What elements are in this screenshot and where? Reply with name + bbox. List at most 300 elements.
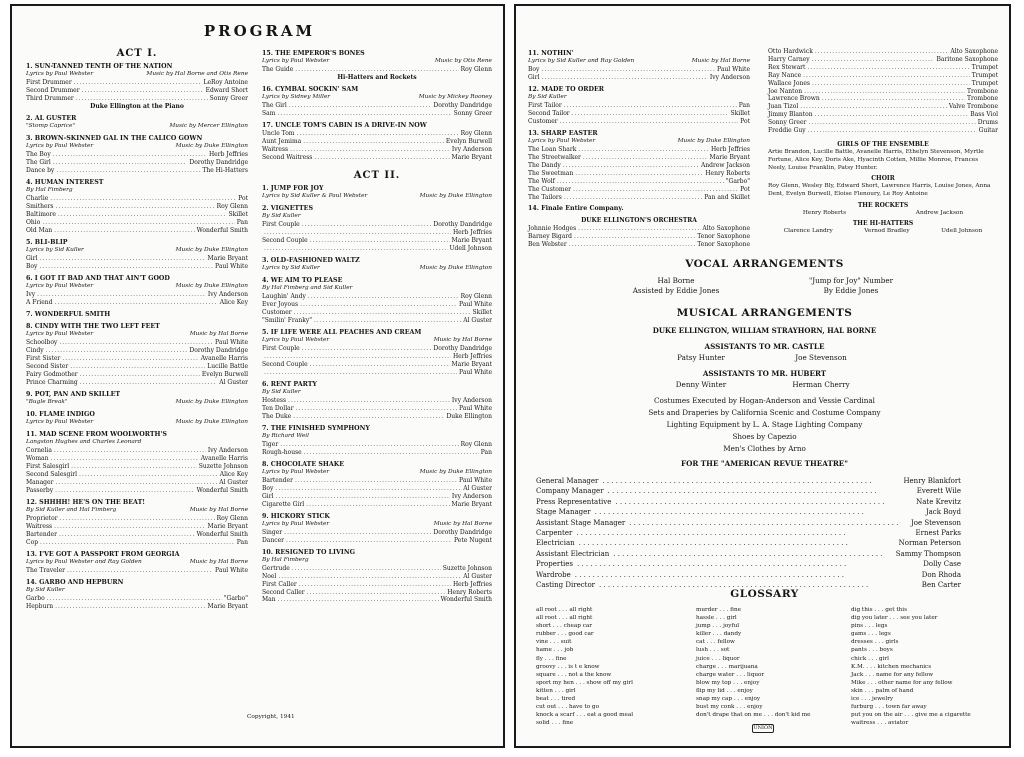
- number-title: 10. FLAME INDIGO: [26, 410, 95, 418]
- staff-row: [536, 570, 961, 580]
- credit-line: [262, 557, 492, 565]
- character-name: Tiger: [262, 440, 279, 448]
- character-name: Waitress: [26, 522, 53, 530]
- orchestra-row: [768, 103, 998, 111]
- glossary-entry: flip my lid . . . enjoy: [696, 687, 753, 694]
- act2-continued-list: [528, 50, 750, 214]
- actor-name: Pan: [236, 218, 248, 226]
- union-emblem: UNION: [753, 725, 773, 731]
- music-credit: Music by Duke Ellington: [175, 143, 248, 150]
- character-name: The Sweetman: [528, 169, 574, 177]
- leader-dots: [812, 56, 935, 64]
- glossary-entry: all root . . . all right: [536, 615, 593, 622]
- leader-dots: [560, 118, 739, 126]
- lyrics-credit: By Hal Fimberg: [262, 556, 309, 563]
- cast-row: [528, 178, 750, 186]
- glossary-entry: square . . . not a the know: [536, 671, 612, 678]
- cast-row: [26, 299, 248, 307]
- act2-continued-column: [528, 46, 750, 249]
- actor-name: Alice Key: [219, 298, 248, 306]
- orchestra-right-list: [768, 48, 998, 135]
- cast-row: [262, 237, 492, 245]
- orchestra-row: [768, 80, 998, 88]
- character-name: First Sister: [26, 355, 61, 363]
- music-credit: Music by Duke Ellington: [677, 138, 750, 145]
- glossary-column-3: [851, 606, 971, 727]
- instrument-name: Trumpet: [971, 79, 998, 87]
- leader-dots: [564, 102, 737, 110]
- cast-row: [262, 441, 492, 449]
- orchestra-row: [528, 241, 750, 249]
- actor-name: Paul White: [215, 262, 248, 270]
- leader-dots: [56, 167, 200, 175]
- cast-row: [528, 194, 750, 202]
- glossary-entry: chick . . . girl: [851, 655, 889, 662]
- leader-dots: [578, 146, 709, 154]
- character-name: Girl: [528, 74, 540, 82]
- leader-dots: [264, 369, 457, 377]
- glossary-entry: Jack . . . name for any fellow: [851, 671, 934, 678]
- instrument-name: Trumpet: [971, 71, 998, 79]
- number-title: 16. CYMBAL SOCKIN' SAM: [262, 86, 359, 94]
- glossary-entry: ice . . . jewelry: [851, 696, 894, 703]
- character-name: Singer: [262, 528, 283, 536]
- leader-dots: [51, 455, 199, 463]
- leader-dots: [40, 255, 206, 263]
- number-title: 1. JUMP FOR JOY: [262, 184, 324, 192]
- leader-dots: [286, 537, 452, 545]
- music-credit: Music by Duke Ellington: [175, 283, 248, 289]
- instrument-name: Baritone Saxophone: [936, 55, 998, 63]
- character-name: The Dandy: [528, 161, 561, 169]
- credit-line: [262, 213, 492, 221]
- leader-dots: [71, 463, 197, 471]
- actor-name: Paul White: [459, 301, 492, 309]
- actor-name: Dorothy Dandridge: [189, 159, 248, 167]
- leader-dots: [564, 194, 702, 202]
- staff-role: Carpenter: [536, 529, 573, 537]
- actor-name: Herb Jeffries: [208, 151, 248, 159]
- lyrics-credit: Lyrics by Paul Webster: [262, 469, 330, 476]
- leader-dots: [275, 485, 461, 493]
- music-credit: Music by Duke Ellington: [175, 398, 248, 405]
- actor-name: Henry Roberts: [705, 169, 750, 177]
- character-name: Baltimore: [26, 210, 56, 218]
- number-title: 13. I'VE GOT A PASSPORT FROM GEORGIA: [26, 550, 180, 558]
- staff-row: [536, 538, 961, 548]
- actor-name: "Garbo": [223, 594, 248, 602]
- staff-role: Stage Manager: [536, 508, 591, 517]
- cast-row: [262, 138, 492, 146]
- leader-dots: [293, 413, 444, 421]
- credit-line: [26, 439, 248, 447]
- staff-row: [536, 549, 961, 559]
- program-title: PROGRAM: [203, 22, 316, 40]
- credit-line: [26, 399, 248, 407]
- actor-name: Marie Bryant: [207, 602, 248, 610]
- character-name: Cop: [26, 538, 39, 546]
- glossary-entry: pants . . . boys: [851, 647, 893, 654]
- orchestra-row: [768, 56, 998, 64]
- orchestra-row: [768, 88, 998, 96]
- cast-row: [262, 102, 492, 110]
- cast-row: [26, 203, 248, 211]
- character-name: The Girl: [262, 102, 287, 110]
- number-note: Hi-Hatters and Rockets: [337, 74, 417, 82]
- actor-name: Al Guster: [463, 317, 492, 325]
- actor-name: Marie Bryant: [451, 237, 492, 245]
- credit-line: Costumes Executed by Hogan-Anderson and Vessie Cardinal: [654, 396, 875, 405]
- credit-line: [262, 521, 492, 529]
- character-name: A Friend: [26, 298, 53, 306]
- copyright: Copyright, 1941: [247, 714, 295, 720]
- cast-row: [262, 397, 492, 405]
- number-title: 3. OLD-FASHIONED WALTZ: [262, 256, 360, 264]
- character-name: The Streetwalker: [528, 154, 581, 162]
- musician-name: Otto Hardwick: [768, 48, 813, 55]
- actor-name: Al Guster: [219, 378, 248, 386]
- leader-dots: [277, 110, 451, 118]
- character-name: Sam: [262, 110, 276, 118]
- staff-name: Ernest Parks: [915, 529, 961, 537]
- number-title: 2. AL GUSTER: [26, 114, 77, 122]
- leader-dots: [314, 317, 461, 325]
- character-name: The Traveler: [26, 566, 66, 574]
- actor-name: LeRoy Antoine: [203, 79, 248, 87]
- actor-name: Pan: [738, 102, 750, 110]
- leader-dots: [576, 528, 911, 538]
- instrument-name: Tenor Saxophone: [697, 240, 750, 248]
- cast-row: [262, 369, 492, 377]
- credit-line: [262, 58, 492, 66]
- vocal-right-line1: "Jump for Joy" Number: [808, 276, 894, 285]
- actor-name: Roy Glenn: [460, 293, 492, 301]
- music-credit: Music by Hal Borne: [433, 520, 492, 527]
- credit-line: Men's Clothes by Arno: [723, 444, 806, 453]
- cast-row: [26, 567, 248, 575]
- character-name: Woman: [26, 455, 49, 463]
- character-name: Hostess: [262, 397, 287, 405]
- leader-dots: [42, 219, 234, 227]
- glossary-entry: dresses . . . girls: [851, 639, 899, 646]
- leader-dots: [62, 355, 198, 363]
- cast-row: [26, 379, 248, 387]
- actor-name: Dorothy Dandridge: [433, 345, 492, 353]
- character-name: First Tailor: [528, 102, 562, 110]
- leader-dots: [294, 309, 471, 317]
- leader-dots: [608, 486, 913, 496]
- number-title: 7. THE FINISHED SYMPHONY: [262, 424, 370, 432]
- leader-dots: [579, 538, 895, 548]
- cast-row: [262, 449, 492, 457]
- actor-name: Evelyn Burwell: [201, 370, 248, 378]
- hubert-heading: ASSISTANTS TO MR. HUBERT: [702, 369, 827, 378]
- music-credit: Music by Hal Borne: [189, 507, 248, 513]
- number-title: 6. RENT PARTY: [262, 380, 317, 388]
- actor-name: Sonny Greer: [209, 95, 248, 103]
- instrument-name: Alto Saxophone: [950, 48, 998, 55]
- lyrics-credit: By Richard Weil: [262, 433, 309, 440]
- actor-name: Marie Bryant: [451, 361, 492, 369]
- actor-name: Evelyn Burwell: [445, 138, 492, 146]
- cast-row: [262, 345, 492, 353]
- staff-name: Sammy Thompson: [895, 549, 961, 558]
- leader-dots: [264, 229, 451, 237]
- staff-role: Company Manager: [536, 487, 604, 496]
- character-name: Smithers: [26, 203, 54, 211]
- musician-name: Rex Stewart: [768, 63, 806, 71]
- cast-row: [262, 485, 492, 493]
- credit-line: [262, 193, 492, 201]
- act1-heading: ACT I.: [116, 48, 158, 59]
- cast-row: [528, 102, 750, 110]
- number-title: 11. NOTHIN': [528, 50, 574, 57]
- leader-dots: [47, 595, 222, 603]
- cast-row: [528, 66, 750, 74]
- leader-dots: [575, 570, 918, 580]
- leader-dots: [80, 379, 218, 387]
- leader-dots: [569, 241, 696, 249]
- orchestra-row: [768, 111, 998, 119]
- actor-name: Dorothy Dandridge: [433, 221, 492, 229]
- character-name: Ever Joyous: [262, 301, 299, 309]
- leader-dots: [300, 301, 457, 309]
- instrument-name: Drums: [977, 119, 998, 127]
- lyrics-credit: Lyrics by Paul Webster: [262, 58, 330, 65]
- actor-name: Herb Jeffries: [452, 229, 492, 237]
- staff-role: Electrician: [536, 539, 575, 548]
- cast-row: [26, 515, 248, 523]
- glossary-entry: kitten . . . girl: [536, 687, 576, 694]
- actor-name: Pete Nugent: [454, 536, 492, 544]
- cast-row: [26, 195, 248, 203]
- character-name: The Girl: [26, 159, 51, 167]
- credit-line: [262, 265, 492, 273]
- character-name: Laughin' Andy: [262, 293, 306, 301]
- leader-dots: [295, 66, 458, 74]
- lyrics-credit: "Bugle Break": [26, 398, 68, 405]
- actor-name: Roy Glenn: [460, 130, 492, 138]
- leader-dots: [815, 48, 949, 56]
- staff-name: Dolly Case: [923, 560, 961, 569]
- actor-name: Lucille Battle: [207, 362, 248, 370]
- leader-dots: [76, 95, 208, 103]
- character-name: Bartender: [26, 530, 57, 538]
- leader-dots: [575, 170, 703, 178]
- cast-row: [26, 463, 248, 471]
- actor-name: Roy Glenn: [460, 66, 492, 74]
- character-name: First Couple: [262, 221, 300, 229]
- cast-row: [26, 371, 248, 379]
- leader-dots: [40, 539, 235, 547]
- glossary-entry: snap my cap . . . enjoy: [696, 696, 761, 703]
- actor-name: Al Guster: [219, 478, 248, 486]
- glossary-entry: K.M. . . . kitchen mechanics: [851, 663, 932, 670]
- leader-dots: [574, 233, 695, 241]
- number-title: 12. MADE TO ORDER: [528, 86, 605, 94]
- leader-dots: [70, 363, 205, 371]
- character-name: Rough-house: [262, 448, 302, 456]
- leader-dots: [82, 87, 204, 95]
- leader-dots: [288, 397, 450, 405]
- rockets-names: [768, 210, 998, 218]
- cast-row: [262, 405, 492, 413]
- musician-name: Freddie Guy: [768, 127, 806, 135]
- lyrics-credit: By Sid Kuller and Hal Fimberg: [26, 507, 117, 513]
- leader-dots: [59, 531, 195, 539]
- music-credit: Music by Otis Rene: [434, 58, 492, 65]
- glossary-entry: charge water . . . liquor: [696, 671, 765, 678]
- glossary-entry: bust my conk . . . enjoy: [696, 704, 763, 711]
- glossary-entry: sport my hen . . . show off my girl: [536, 679, 633, 686]
- leader-dots: [303, 138, 444, 146]
- act2-heading: ACT II.: [353, 169, 401, 181]
- cast-row: [26, 603, 248, 611]
- leader-dots: [55, 479, 217, 487]
- character-name: The Wolf: [528, 177, 555, 185]
- cast-row: [262, 146, 492, 154]
- lyrics-credit: Lyrics by Paul Webster: [262, 337, 330, 344]
- actor-name: Duke Ellington: [446, 412, 492, 420]
- rocket-name: Henry Roberts: [802, 209, 847, 216]
- lyrics-credit: "Stomp Caprice": [26, 123, 76, 130]
- credit-line: [26, 283, 248, 291]
- character-name: Second Couple: [262, 237, 308, 245]
- musician-name: Lawrence Brown: [768, 95, 820, 103]
- actor-name: Al Guster: [463, 572, 492, 580]
- cast-row: [262, 110, 492, 118]
- orchestra-column: [768, 48, 998, 236]
- leader-dots: [613, 549, 891, 559]
- hihatters-heading: THE HI-HATTERS: [852, 219, 914, 227]
- actor-name: Marie Bryant: [451, 154, 492, 162]
- cast-row: [26, 479, 248, 487]
- lyrics-credit: Lyrics by Sid Kuller and Ray Golden: [528, 58, 635, 65]
- lyrics-credit: By Sid Kuller: [262, 213, 301, 220]
- leader-dots: [310, 361, 450, 369]
- glossary-heading: GLOSSARY: [730, 588, 799, 600]
- credit-line: Shoes by Capezio: [732, 432, 797, 441]
- rockets-heading: THE ROCKETS: [857, 201, 909, 209]
- leader-dots: [299, 581, 451, 589]
- actor-name: Paul White: [459, 476, 492, 484]
- leader-dots: [803, 72, 970, 80]
- staff-name: Henry Blankfort: [903, 477, 961, 485]
- leader-dots: [55, 487, 194, 495]
- cast-row: [262, 293, 492, 301]
- leader-dots: [815, 111, 969, 119]
- actor-name: Herb Jeffries: [452, 580, 492, 588]
- cast-row: [26, 211, 248, 219]
- leader-dots: [60, 515, 215, 523]
- staff-row: [536, 559, 961, 569]
- leader-dots: [278, 596, 439, 604]
- cast-row: [262, 581, 492, 589]
- actor-name: Avanelle Harris: [200, 455, 248, 463]
- actor-name: Suzette Johnson: [198, 463, 248, 471]
- cast-row: [26, 95, 248, 103]
- glossary-entry: Mike . . . other name for any fellow: [851, 679, 953, 686]
- staff-row: [536, 497, 961, 507]
- act1-column: [26, 44, 248, 611]
- glossary-entry: cat . . . fellow: [696, 639, 735, 646]
- leader-dots: [308, 293, 459, 301]
- character-name: Passerby: [26, 486, 54, 494]
- number-title: 6. I GOT IT BAD AND THAT AIN'T GOOD: [26, 274, 170, 282]
- leader-dots: [80, 371, 200, 379]
- cast-row: [26, 595, 248, 603]
- character-name: First Caller: [262, 580, 297, 588]
- instrument-name: Trombone: [966, 87, 998, 95]
- leader-dots: [557, 178, 724, 186]
- actor-name: Dorothy Dandridge: [189, 347, 248, 355]
- credit-line: [262, 469, 492, 477]
- act-continued-column: [262, 46, 492, 604]
- cast-row: [26, 151, 248, 159]
- cast-row: [26, 291, 248, 299]
- cast-row: [262, 154, 492, 162]
- cast-row: [262, 589, 492, 597]
- music-credit: Music by Duke Ellington: [175, 246, 248, 253]
- staff-role: Wardrobe: [536, 570, 571, 579]
- glossary-entry: waitress . . . aviator: [851, 720, 909, 727]
- character-name: Schoolboy: [26, 339, 58, 347]
- glossary-entry: dig you later . . . see you later: [851, 615, 938, 622]
- leader-dots: [812, 80, 970, 88]
- cast-row: [262, 537, 492, 545]
- credit-line: [26, 331, 248, 339]
- orchestra-left-list: [528, 225, 750, 249]
- leader-dots: [541, 66, 715, 74]
- hubert-name: Denny Winter: [675, 380, 727, 389]
- actor-name: Paul White: [459, 404, 492, 412]
- character-name: The Guide: [262, 66, 294, 74]
- castle-name: Patsy Hunter: [677, 353, 725, 362]
- character-name: Second Sister: [26, 362, 69, 370]
- number-title: 9. POT, PAN AND SKILLET: [26, 390, 121, 398]
- lyrics-credit: By Sid Kuller: [262, 389, 301, 396]
- cast-row: [26, 219, 248, 227]
- actor-name: Pan: [480, 448, 492, 456]
- credit-line: [26, 71, 248, 79]
- character-name: Second Waitress: [262, 154, 313, 162]
- rocket-name: Andrew Jackson: [915, 209, 964, 216]
- staff-name: Everett Wile: [916, 487, 961, 496]
- actor-name: Marie Bryant: [207, 522, 248, 530]
- credit-line: [26, 187, 248, 195]
- cast-row: [262, 309, 492, 317]
- actor-name: Pot: [740, 118, 750, 126]
- actor-name: Paul White: [215, 339, 248, 347]
- cast-row: [262, 301, 492, 309]
- actor-name: Pot: [238, 195, 248, 203]
- character-name: Bartender: [262, 476, 293, 484]
- orchestra-row: [768, 127, 998, 135]
- girls-heading: GIRLS OF THE ENSEMBLE: [837, 140, 929, 148]
- credit-line: Sets and Draperies by California Scenic and Costume Company: [648, 408, 881, 417]
- glossary-entry: killer . . . dandy: [696, 631, 742, 638]
- character-name: The Customer: [528, 185, 571, 193]
- music-credit: Music by Hal Borne: [189, 331, 248, 338]
- musician-name: Joe Nanton: [768, 87, 803, 95]
- orchestra-row: [768, 72, 998, 80]
- leader-dots: [50, 195, 236, 203]
- actor-name: Wonderful Smith: [196, 530, 248, 538]
- number-title: 5. IF LIFE WERE ALL PEACHES AND CREAM: [262, 329, 422, 337]
- orchestra-heading: DUKE ELLINGTON'S ORCHESTRA: [581, 216, 697, 224]
- actor-name: Dorothy Dandridge: [433, 102, 492, 110]
- cast-row: [528, 186, 750, 194]
